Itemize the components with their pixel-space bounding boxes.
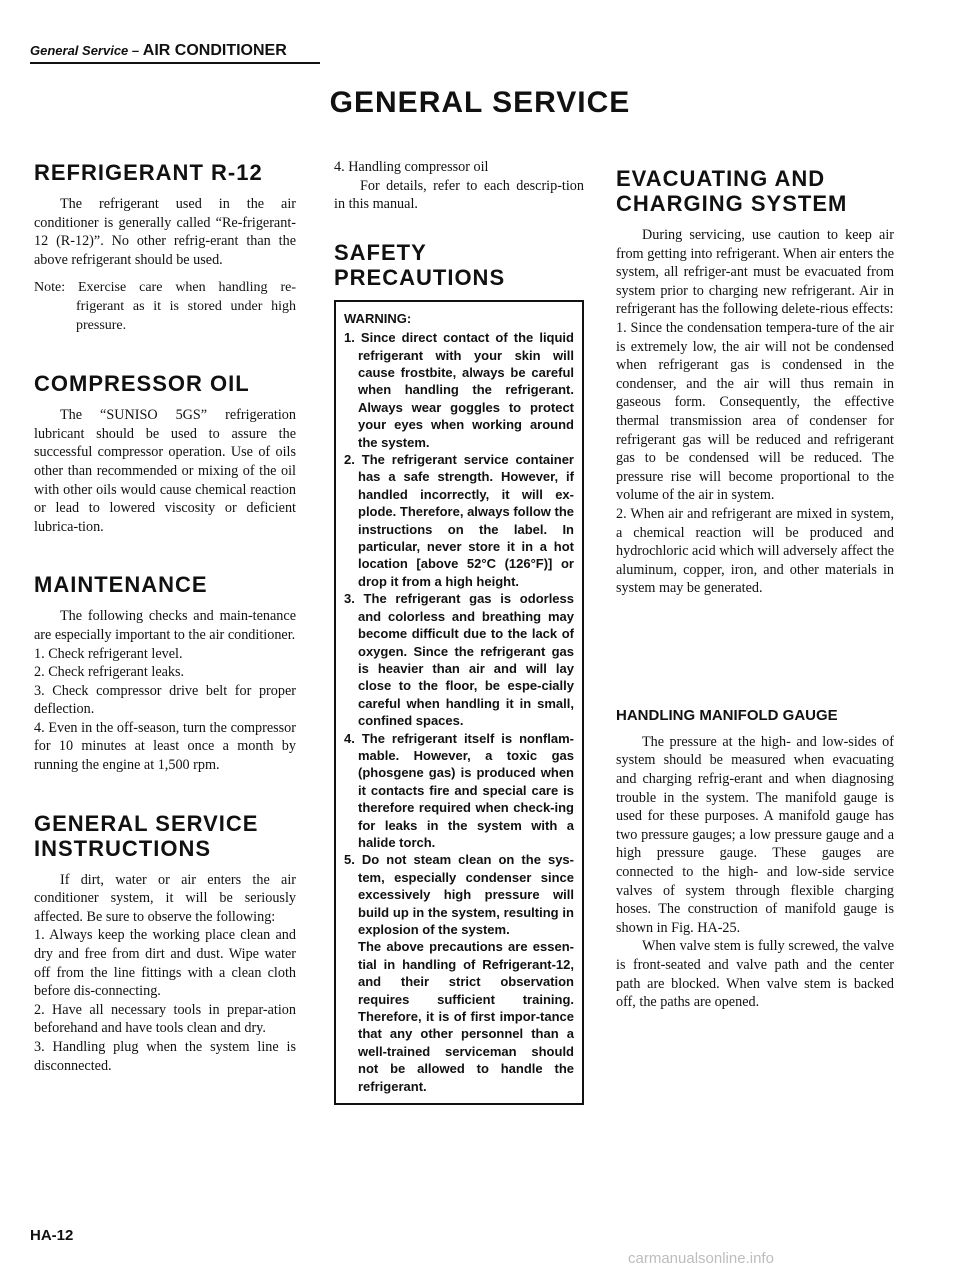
maintenance-list xyxy=(34,645,296,775)
list-item: 5. Do not steam clean on the sys-tem, especially condenser since excessively high pressure will build up in the system, resulting in explosion of the system. xyxy=(344,852,574,937)
warning-box xyxy=(334,300,584,1105)
list-item: 1. Since direct contact of the liquid refrigerant with your skin will cause frostbite, always be careful when handling the refrigerant. Always wear goggles to protect your eyes when working around the system. xyxy=(344,330,574,450)
list-item: 4. The refrigerant itself is nonflam-mable. However, a toxic gas (phosgene gas) is produced when it contacts fire and special care is therefore required when check-ing for leaks in the system with a halide torch. xyxy=(344,730,574,850)
column-right xyxy=(616,166,894,1012)
warning-closing: The above precautions are essen-tial in handling of Refrigerant-12, and their strict observation requires sufficient training. Therefore, it is of first impor-tance that any other personnel than a well-trained serviceman should not be allowed to handle the refrigerant. xyxy=(358,939,574,1094)
list-item: 4. Even in the off-season, turn the compressor for 10 minutes at least once a month by running the engine at 1,500 rpm. xyxy=(34,719,296,774)
compressor-oil-body: The “SUNISO 5GS” refrigeration lubricant should be used to assure the successful compressor operation. Use of oils other than recommended or mixing of the oil with other oils would cause chemical reaction or lead to lowered viscosity or deficient lubrica-tion. xyxy=(34,407,296,535)
page-number: HA-12 xyxy=(30,1227,74,1244)
list-item: 2. Have all necessary tools in prepar-ation beforehand and have tools clean and dry. xyxy=(34,1001,296,1037)
heading-safety-precautions: SAFETY PRECAUTIONS xyxy=(334,239,506,290)
watermark-text: carmanualsonline.info xyxy=(628,1250,774,1267)
list-item: 2. The refrigerant service container has a safe strength. However, if handled incorrectly, it will ex-plode. Therefore, always follow the instructions on the label. In particular, never store it in a hot location [above 52°C (126°F)] or drop it from a high height. xyxy=(344,452,574,589)
list-item: 1. Since the condensation tempera-ture of the air is extremely low, the air will not be condensed when refrigerant gas is condensed in the condenser, and the air will thus remain in gaseous form. Consequently, the effective thermal transmission area of condenser for refrigerant gas will be reduced and refrigerant gas to be condensed will be reduced. The pressure rise will become proportional to the volume of the air in system. xyxy=(616,319,894,504)
heading-maintenance: MAINTENANCE xyxy=(34,572,208,598)
list-item: 1. Check refrigerant level. xyxy=(34,645,183,662)
instructions-intro: If dirt, water or air enters the air conditioner system, it will be seriously affected. Be sure to observe the following: xyxy=(34,871,296,925)
list-item: 2. When air and refrigerant are mixed in system, a chemical reaction will be produced and hydrochloric acid which will adversely affect the aluminum, copper, iron, and other materials in system may be generated. xyxy=(616,505,894,597)
heading-general-service-instructions: GENERAL SERVICE INSTRUCTIONS xyxy=(34,810,259,861)
column-left xyxy=(34,160,296,1075)
heading-evacuating-charging: EVACUATING AND CHARGING SYSTEM xyxy=(616,166,848,216)
evacuating-intro: During servicing, use caution to keep air from getting into refrigerant. When air enters the system, all refriger-ant must be evacuated from system prior to charging new refrigerant. Air in refrigerant has the following delete-rious effects: xyxy=(616,227,894,318)
heading-refrigerant: REFRIGERANT R-12 xyxy=(34,160,263,185)
oil-item-body: For details, refer to each descrip-tion in this manual. xyxy=(334,177,584,213)
running-head-separator: – xyxy=(128,43,143,58)
manifold-paragraph-2: When valve stem is fully screwed, the valve is front-seated and valve path and the center path are blocked. When valve stem is backed off, the paths are opened. xyxy=(616,938,894,1011)
list-item: 3. Handling plug when the system line is disconnected. xyxy=(34,1039,296,1074)
running-head-title: AIR CONDITIONER xyxy=(142,42,287,59)
manifold-paragraph-1: The pressure at the high- and low-sides of system should be measured when evacuating and charging refrig-erant and when diagnosing trouble in the system. The manifold gauge is used for these purposes. A manifold gauge has two pressure gauges; a low pressure gauge and a high pressure gauge. These gauges are connected to the high- and low-side service valves of system through flexible charging hoses. The construction of manifold gauge is shown in Fig. HA-25. xyxy=(616,733,894,936)
instructions-list xyxy=(34,926,296,1075)
oil-item: 4. Handling compressor oil xyxy=(334,159,489,175)
refrigerant-body: The refrigerant used in the air conditioner is generally called “Re-frigerant-12 (R-12)”. No other refrig-erant than the above refrigerant should be used. xyxy=(34,196,296,268)
warning-title: WARNING: xyxy=(344,310,412,326)
running-head-section: General Service xyxy=(30,43,129,58)
column-middle xyxy=(334,158,584,1105)
maintenance-intro: The following checks and main-tenance are especially important to the air conditioner. xyxy=(34,608,296,643)
running-head xyxy=(30,42,320,64)
heading-compressor-oil: COMPRESSOR OIL xyxy=(34,371,250,397)
list-item: 3. The refrigerant gas is odorless and colorless and breathing may become difficult due to the lack of oxygen. Since the refrigerant gas is heavier than air and will lay close to the floor, be espe-cially careful when handling it in small, confined spaces. xyxy=(344,591,574,729)
heading-handling-manifold-gauge: HANDLING MANIFOLD GAUGE xyxy=(616,706,838,724)
list-item: 1. Always keep the working place clean and dry and free from dirt and dust. Wipe water off from the line fittings with a clean cloth before dis-connecting. xyxy=(34,927,296,1000)
list-item: 3. Check compressor drive belt for proper deflection. xyxy=(34,682,296,718)
list-item: 2. Check refrigerant leaks. xyxy=(34,664,185,681)
warning-list xyxy=(344,329,574,938)
page-title: GENERAL SERVICE xyxy=(329,86,631,119)
refrigerant-note: Note: Exercise care when handling re-frigerant as it is stored under high pressure. xyxy=(34,280,296,333)
evacuating-list xyxy=(616,319,894,598)
